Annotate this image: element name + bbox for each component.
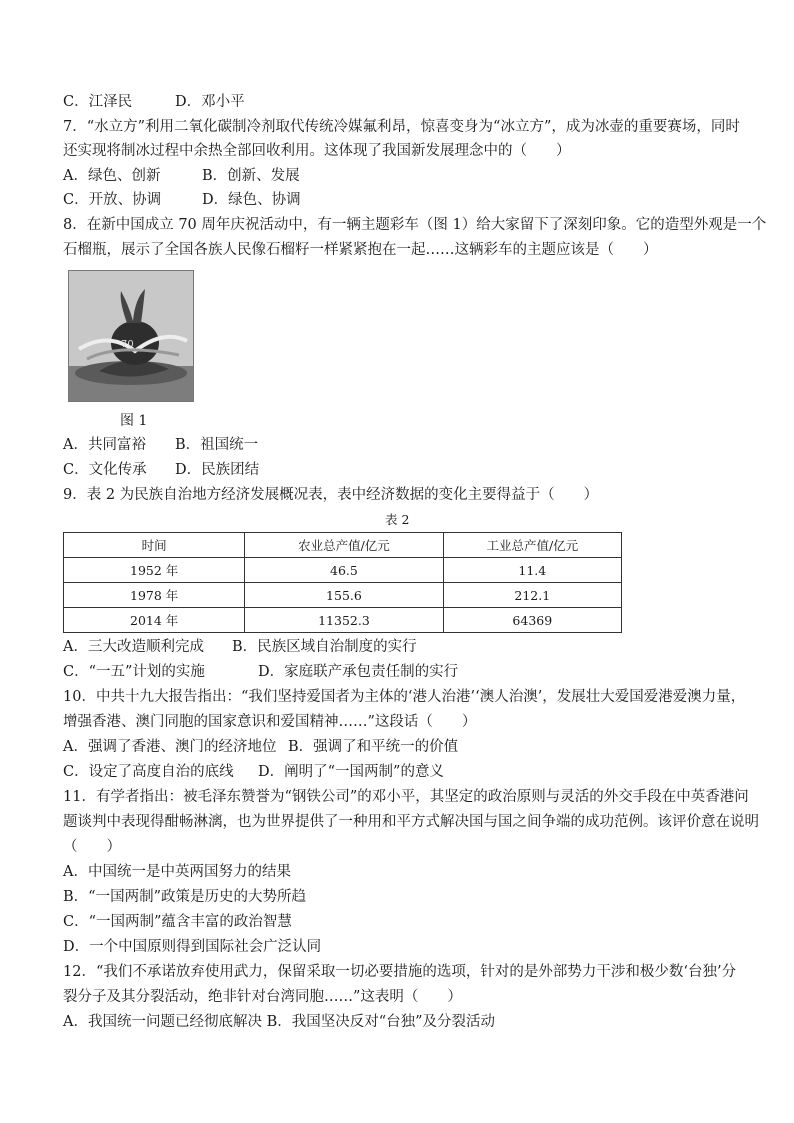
q11-option-a: A．中国统一是中英两国努力的结果 — [63, 864, 291, 880]
q10-stem-line2: 增强香港、澳门同胞的国家意识和爱国精神……”这段话（ ） — [63, 714, 477, 730]
q9-option-b: B．民族区域自治制度的实行 — [232, 639, 417, 655]
cell-year: 1978 年 — [64, 583, 245, 608]
header-agriculture: 农业总产值/亿元 — [245, 533, 443, 558]
q11-option-d: D．一个中国原则得到国际社会广泛认同 — [63, 939, 322, 955]
q8-option-d: D．民族团结 — [175, 462, 260, 478]
q7-option-a: A．绿色、创新 — [63, 168, 161, 184]
cell-industry: 212.1 — [443, 583, 621, 608]
q8-option-a: A．共同富裕 — [63, 437, 146, 453]
q11-option-c: C．“一国两制”蕴含丰富的政治智慧 — [63, 914, 292, 930]
q9-stem: 9．表 2 为民族自治地方经济发展概况表，表中经济数据的变化主要得益于（ ） — [63, 487, 599, 503]
q10-stem-line1: 10．中共十九大报告指出：“我们坚持爱国者为主体的‘港人治港’‘澳人治澳’，发展壮大爱国爱港爱澳力量， — [63, 689, 746, 705]
q7-option-c: C．开放、协调 — [63, 192, 162, 208]
q6-option-d: D．邓小平 — [175, 94, 245, 110]
svg-text:70: 70 — [121, 339, 134, 350]
q8-stem-line2: 石榴瓶，展示了全国各族人民像石榴籽一样紧紧抱在一起……这辆彩车的主题应该是（ ） — [63, 242, 658, 258]
q9-option-c: C．“一五”计划的实施 — [63, 664, 205, 680]
table-row — [64, 558, 622, 583]
cell-industry: 11.4 — [443, 558, 621, 583]
table-header-row — [64, 533, 622, 558]
q11-stem-line3: （ ） — [63, 839, 121, 855]
cell-agriculture: 155.6 — [245, 583, 443, 608]
table-2-title: 表 2 — [385, 512, 410, 527]
cell-agriculture: 46.5 — [245, 558, 443, 583]
figure-1-caption: 图 1 — [120, 413, 148, 429]
table-row — [64, 608, 622, 633]
q8-stem-line1: 8．在新中国成立 70 周年庆祝活动中，有一辆主题彩车（图 1）给大家留下了深刻印象。它的造型外观是一个 — [63, 217, 767, 233]
cell-year: 1952 年 — [64, 558, 245, 583]
q11-stem-line1: 11．有学者指出：被毛泽东赞誉为“钢铁公司”的邓小平，其坚定的政治原则与灵活的外交手段在中英香港问 — [63, 789, 749, 805]
q12-stem-line2: 裂分子及其分裂活动，绝非针对台湾同胞……”这表明（ ） — [63, 989, 462, 1005]
cell-year: 2014 年 — [64, 608, 245, 633]
q10-option-b: B．强调了和平统一的价值 — [288, 739, 459, 755]
header-industry: 工业总产值/亿元 — [443, 533, 621, 558]
q10-option-d: D．阐明了“一国两制”的意义 — [258, 764, 444, 780]
q10-option-c: C．设定了高度自治的底线 — [63, 764, 234, 780]
cell-agriculture: 11352.3 — [245, 608, 443, 633]
q12-stem-line1: 12．“我们不承诺放弃使用武力，保留采取一切必要措施的选项，针对的是外部势力干涉和极少数‘台独’分 — [63, 964, 737, 980]
q10-option-a: A．强调了香港、澳门的经济地位 — [63, 739, 277, 755]
economic-data-table — [63, 532, 622, 633]
q11-stem-line2: 题谈判中表现得酣畅淋漓，也为世界提供了一种用和平方式解决国与国之间争端的成功范例。该评价意在说明 — [63, 814, 759, 830]
q7-option-b: B．创新、发展 — [202, 168, 300, 184]
q7-option-d: D．绿色、协调 — [202, 192, 301, 208]
q6-option-c: C．江泽民 — [63, 94, 133, 110]
q8-option-b: B．祖国统一 — [175, 437, 259, 453]
header-time: 时间 — [64, 533, 245, 558]
q9-option-a: A．三大改造顺利完成 — [63, 639, 204, 655]
table-row — [64, 583, 622, 608]
q12-options-ab: A．我国统一问题已经彻底解决 B．我国坚决反对“台独”及分裂活动 — [63, 1014, 496, 1030]
q7-stem-line2: 还实现将制冰过程中余热全部回收利用。这体现了我国新发展理念中的（ ） — [63, 143, 571, 159]
float-photo-illustration — [69, 271, 193, 401]
q8-option-c: C．文化传承 — [63, 462, 147, 478]
q9-option-d: D．家庭联产承包责任制的实行 — [258, 664, 459, 680]
q7-stem-line1: 7．“水立方”利用二氧化碳制冷剂取代传统冷媒氟利昂，惊喜变身为“冰立方”，成为冰壶的重要赛场，同时 — [63, 119, 740, 135]
cell-industry: 64369 — [443, 608, 621, 633]
pomegranate-float-photo — [68, 270, 194, 402]
q11-option-b: B．“一国两制”政策是历史的大势所趋 — [63, 889, 306, 905]
